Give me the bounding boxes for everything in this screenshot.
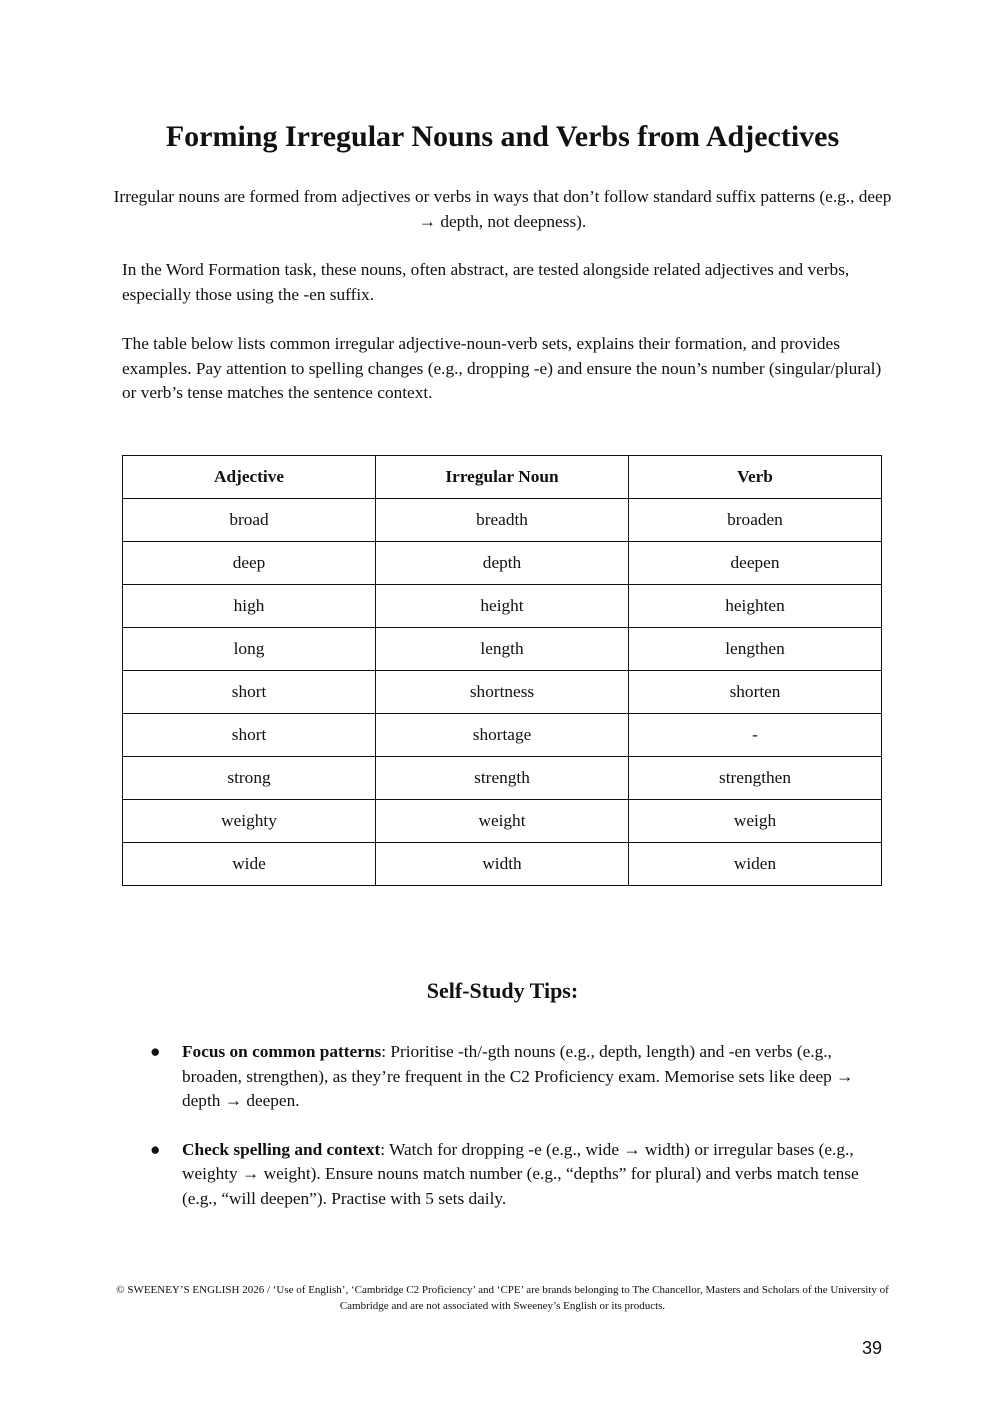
bullet-icon: ● [150, 1139, 161, 1159]
table-row [123, 843, 882, 886]
tip-text: : Prioritise -th/-gth nouns (e.g., depth, length) and -en verbs (e.g., broaden, strengthen), as they’re frequent in the C2 Proficiency exam. Memorise sets like deep → depth → deepen. [182, 1042, 854, 1110]
word-forms-table [122, 455, 882, 886]
header-adjective: Adjective [123, 456, 376, 499]
cell-adjective: weighty [123, 800, 376, 843]
tip-item [150, 1138, 885, 1212]
tip-lead: Check spelling and context [182, 1139, 381, 1159]
cell-adjective: long [123, 628, 376, 671]
header-verb: Verb [629, 456, 882, 499]
cell-verb: shorten [629, 671, 882, 714]
copyright-footer: © SWEENEY’S ENGLISH 2026 / ‘Use of English’, ‘Cambridge C2 Proficiency’ and ‘CPE’ are brands belonging to The Chancellor, Masters and Scholars of the University of Cambridge and are not associated with Sweeney’s English or its products. [116, 1284, 889, 1312]
tips-heading-text: Self-Study Tips [426, 978, 571, 1003]
table-row [123, 800, 882, 843]
cell-verb: strengthen [629, 757, 882, 800]
cell-adjective: deep [123, 542, 376, 585]
cell-adjective: short [123, 671, 376, 714]
cell-irregular-noun: strength [376, 757, 629, 800]
cell-verb: heighten [629, 585, 882, 628]
cell-verb: - [629, 714, 882, 757]
cell-irregular-noun: breadth [376, 499, 629, 542]
table-row [123, 585, 882, 628]
tips-heading-colon: : [570, 978, 579, 1003]
tip-text: : Watch for dropping -e (e.g., wide → width) or irregular bases (e.g., weighty → weight). Ensure nouns match number (e.g., “depths” for plural) and verbs match tense (e.g., “will deepen”). Practise with 5 sets daily. [182, 1139, 859, 1208]
intro-paragraph: Irregular nouns are formed from adjectives or verbs in ways that don’t follow standard suffix patterns (e.g., deep → depth, not deepness). [113, 187, 892, 231]
page-title: Forming Irregular Nouns and Verbs from Adjectives [165, 120, 840, 153]
cell-irregular-noun: length [376, 628, 629, 671]
cell-irregular-noun: height [376, 585, 629, 628]
cell-irregular-noun: shortness [376, 671, 629, 714]
table-row [123, 757, 882, 800]
table-row [123, 628, 882, 671]
cell-verb: weigh [629, 800, 882, 843]
tips-heading [0, 978, 1005, 1004]
context-paragraph: In the Word Formation task, these nouns, often abstract, are tested alongside related adjectives and verbs, especially those using the -en suffix. [122, 260, 850, 304]
header-irregular-noun: Irregular Noun [376, 456, 629, 499]
cell-verb: widen [629, 843, 882, 886]
cell-adjective: broad [123, 499, 376, 542]
cell-verb: lengthen [629, 628, 882, 671]
cell-adjective: short [123, 714, 376, 757]
cell-irregular-noun: width [376, 843, 629, 886]
table-header-row [123, 456, 882, 499]
page-number: 39 [861, 1338, 882, 1358]
cell-verb: broaden [629, 499, 882, 542]
table-row [123, 499, 882, 542]
cell-irregular-noun: weight [376, 800, 629, 843]
bullet-icon: ● [150, 1042, 161, 1061]
cell-irregular-noun: depth [376, 542, 629, 585]
table-row [123, 714, 882, 757]
tips-list [150, 1040, 885, 1235]
tip-lead: Focus on common patterns [182, 1042, 382, 1061]
table-description-paragraph: The table below lists common irregular adjective-noun-verb sets, explains their formation, and provides examples. Pay attention to spelling changes (e.g., dropping -e) and ensure the noun’s number (singular/plural) or verb’s tense matches the sentence context. [122, 334, 882, 402]
table-row [123, 542, 882, 585]
cell-adjective: strong [123, 757, 376, 800]
cell-verb: deepen [629, 542, 882, 585]
cell-irregular-noun: shortage [376, 714, 629, 757]
cell-adjective: high [123, 585, 376, 628]
tip-item [150, 1040, 885, 1114]
cell-adjective: wide [123, 843, 376, 886]
table-row [123, 671, 882, 714]
